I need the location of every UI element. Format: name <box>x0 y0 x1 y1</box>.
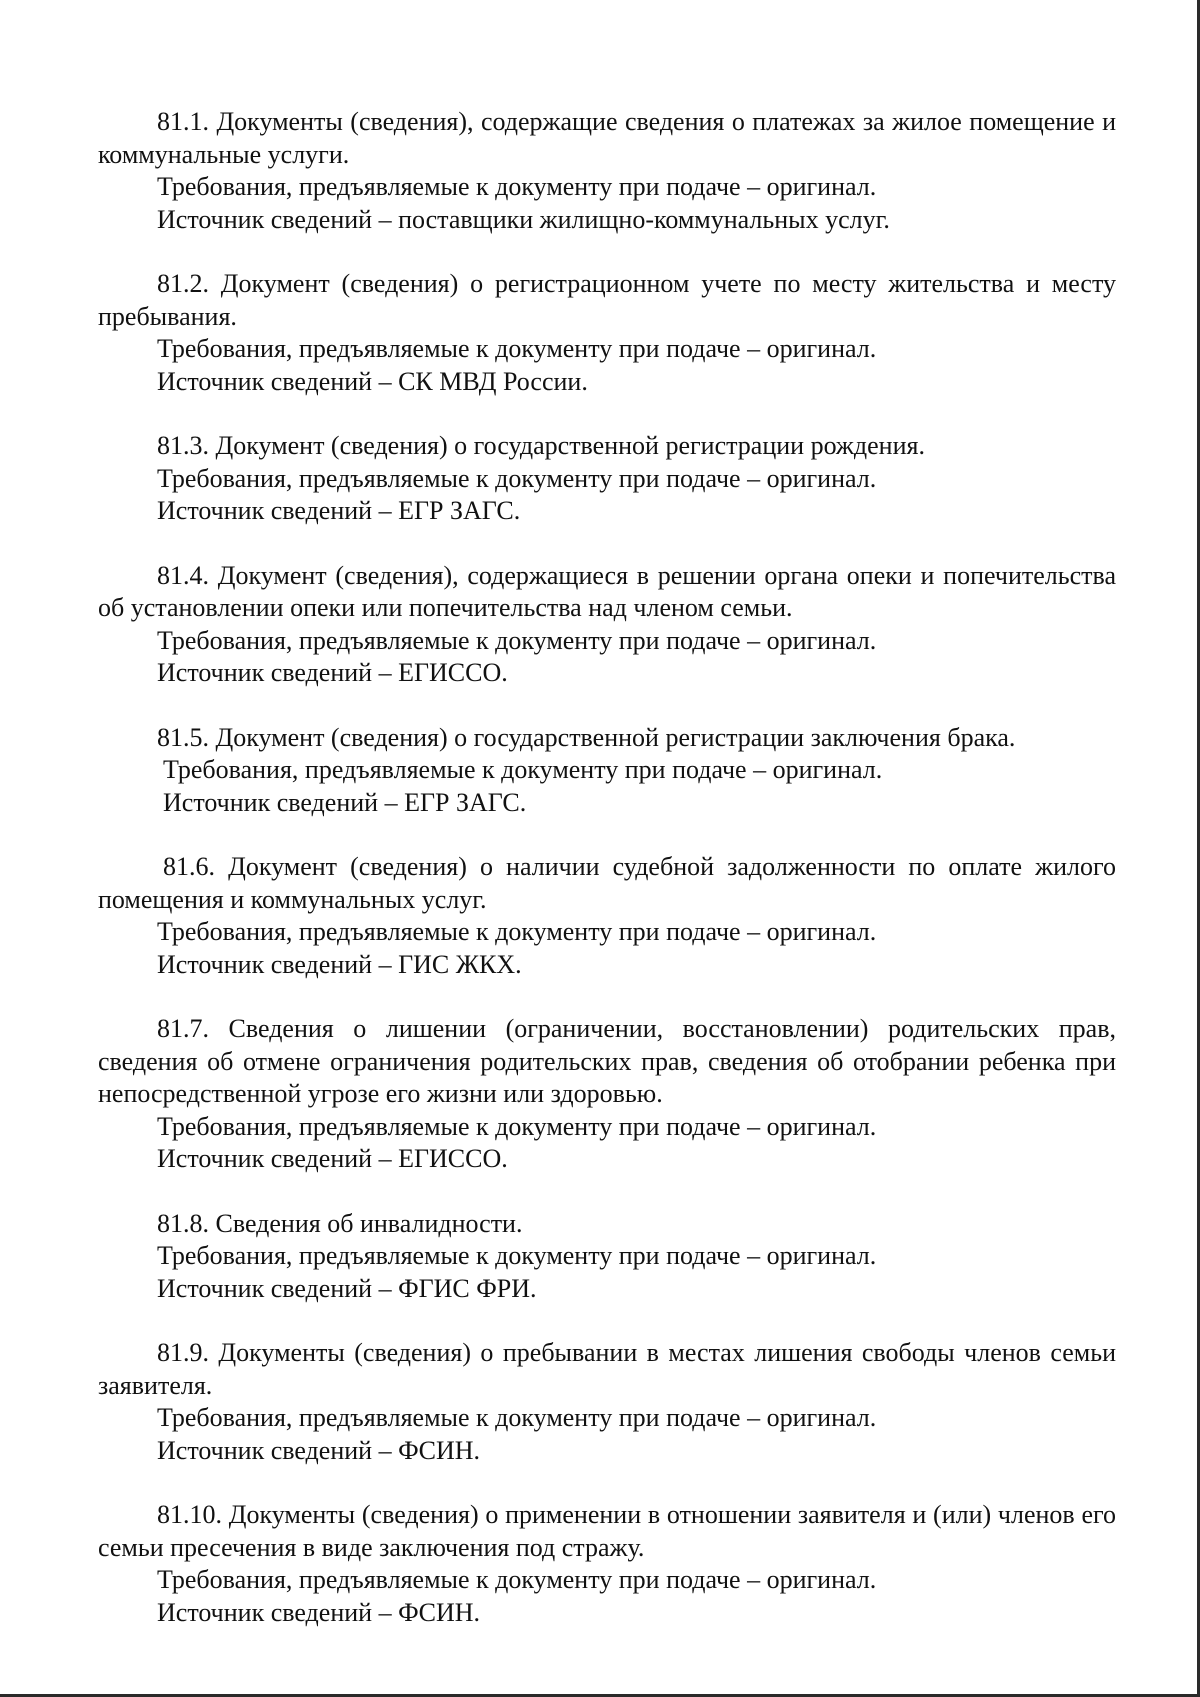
section-title: 81.3. Документ (сведения) о государственной регистрации рождения. <box>157 431 925 460</box>
section-81-9 <box>98 1337 1116 1467</box>
section-requirement: Требования, предъявляемые к документу при подаче – оригинал. <box>157 625 877 655</box>
section-title: 81.8. Сведения об инвалидности. <box>157 1208 523 1238</box>
section-title: 81.4. Документ (сведения), содержащиеся в решении органа опеки и попечительства об установлении опеки или попечительства над членом семьи. <box>98 560 1116 622</box>
section-title: 81.7. Сведения о лишении (ограничении, восстановлении) родительских прав, сведения об отмене ограничения родительских прав, сведения об отобрании ребенка при непосредственной угрозе его жизни или здоровью. <box>98 1014 1116 1108</box>
section-title: 81.5. Документ (сведения) о государственной регистрации заключения брака. <box>157 722 1016 752</box>
section-title: 81.9. Документы (сведения) о пребывании в местах лишения свободы членов семьи заявителя. <box>98 1338 1116 1400</box>
section-requirement: Требования, предъявляемые к документу при подаче – оригинал. <box>157 1565 877 1594</box>
section-source: Источник сведений – ФСИН. <box>157 1597 481 1627</box>
section-source: Источник сведений – ЕГР ЗАГС. <box>163 787 527 817</box>
section-source: Источник сведений – поставщики жилищно-коммунальных услуг. <box>157 204 890 234</box>
section-requirement: Требования, предъявляемые к документу при подаче – оригинал. <box>157 1111 877 1141</box>
section-requirement: Требования, предъявляемые к документу при подаче – оригинал. <box>163 755 883 784</box>
section-title: 81.2. Документ (сведения) о регистрационном учете по месту жительства и месту пребывания. <box>98 269 1116 331</box>
section-81-8 <box>98 1208 1116 1306</box>
section-requirement: Требования, предъявляемые к документу при подаче – оригинал. <box>157 1241 877 1270</box>
section-81-6 <box>98 851 1116 981</box>
section-source: Источник сведений – ЕГР ЗАГС. <box>157 496 521 525</box>
section-81-1 <box>98 106 1116 236</box>
section-81-4 <box>98 560 1116 690</box>
section-81-5 <box>98 722 1116 820</box>
section-81-10 <box>98 1499 1116 1629</box>
section-81-2 <box>98 268 1116 398</box>
section-source: Источник сведений – СК МВД России. <box>157 366 588 396</box>
section-requirement: Требования, предъявляемые к документу при подаче – оригинал. <box>157 1403 877 1432</box>
section-requirement: Требования, предъявляемые к документу при подаче – оригинал. <box>157 334 877 363</box>
section-source: Источник сведений – ЕГИССО. <box>157 658 508 687</box>
section-source: Источник сведений – ГИС ЖКХ. <box>157 949 522 979</box>
document-body <box>98 106 1116 1661</box>
section-source: Источник сведений – ФГИС ФРИ. <box>157 1273 537 1303</box>
section-source: Источник сведений – ЕГИССО. <box>157 1144 508 1173</box>
section-requirement: Требования, предъявляемые к документу при подаче – оригинал. <box>157 917 877 946</box>
section-81-7 <box>98 1013 1116 1176</box>
section-title: 81.1. Документы (сведения), содержащие сведения о платежах за жилое помещение и коммунальные услуги. <box>98 107 1116 169</box>
section-requirement: Требования, предъявляемые к документу при подаче – оригинал. <box>157 172 877 201</box>
section-81-3 <box>98 430 1116 528</box>
section-title: 81.6. Документ (сведения) о наличии судебной задолженности по оплате жилого помещения и коммунальных услуг. <box>98 852 1116 914</box>
section-title: 81.10. Документы (сведения) о применении в отношении заявителя и (или) членов его семьи пресечения в виде заключения под стражу. <box>98 1500 1116 1562</box>
section-requirement: Требования, предъявляемые к документу при подаче – оригинал. <box>157 463 877 493</box>
section-source: Источник сведений – ФСИН. <box>157 1435 481 1465</box>
